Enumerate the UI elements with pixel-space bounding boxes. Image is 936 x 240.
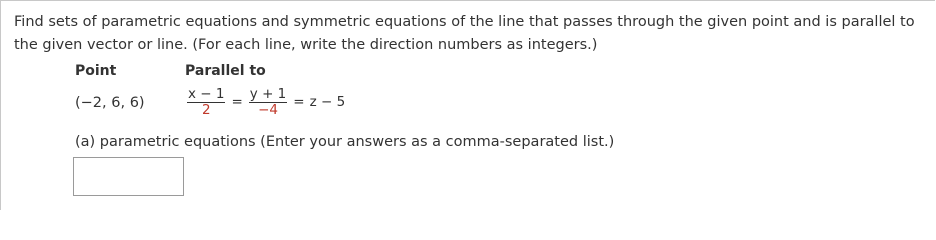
parametric-answer-input[interactable]	[73, 157, 184, 196]
symmetric-line-equation	[186, 85, 350, 119]
equals-sign: =	[293, 93, 305, 110]
given-point: (−2, 6, 6)	[75, 95, 145, 111]
fraction-x	[187, 87, 225, 118]
part-a-label: (a) parametric equations (Enter your answers as a comma-separated list.)	[75, 134, 615, 150]
question-intro: Find sets of parametric equations and symmetric equations of the line that passes through the given point and is parallel to the given vector or line. (For each line, write the direction numbers as integers.)	[14, 14, 915, 53]
fraction-y-numerator: y + 1	[249, 85, 287, 102]
fraction-y-denominator: −4	[258, 101, 278, 118]
fraction-y	[249, 87, 287, 118]
equals-sign: =	[231, 93, 243, 110]
z-term: z − 5	[309, 93, 346, 110]
point-column-header: Point	[75, 63, 117, 79]
fraction-x-numerator: x − 1	[188, 85, 225, 102]
parallel-column-header: Parallel to	[185, 63, 266, 79]
fraction-x-denominator: 2	[201, 101, 211, 118]
